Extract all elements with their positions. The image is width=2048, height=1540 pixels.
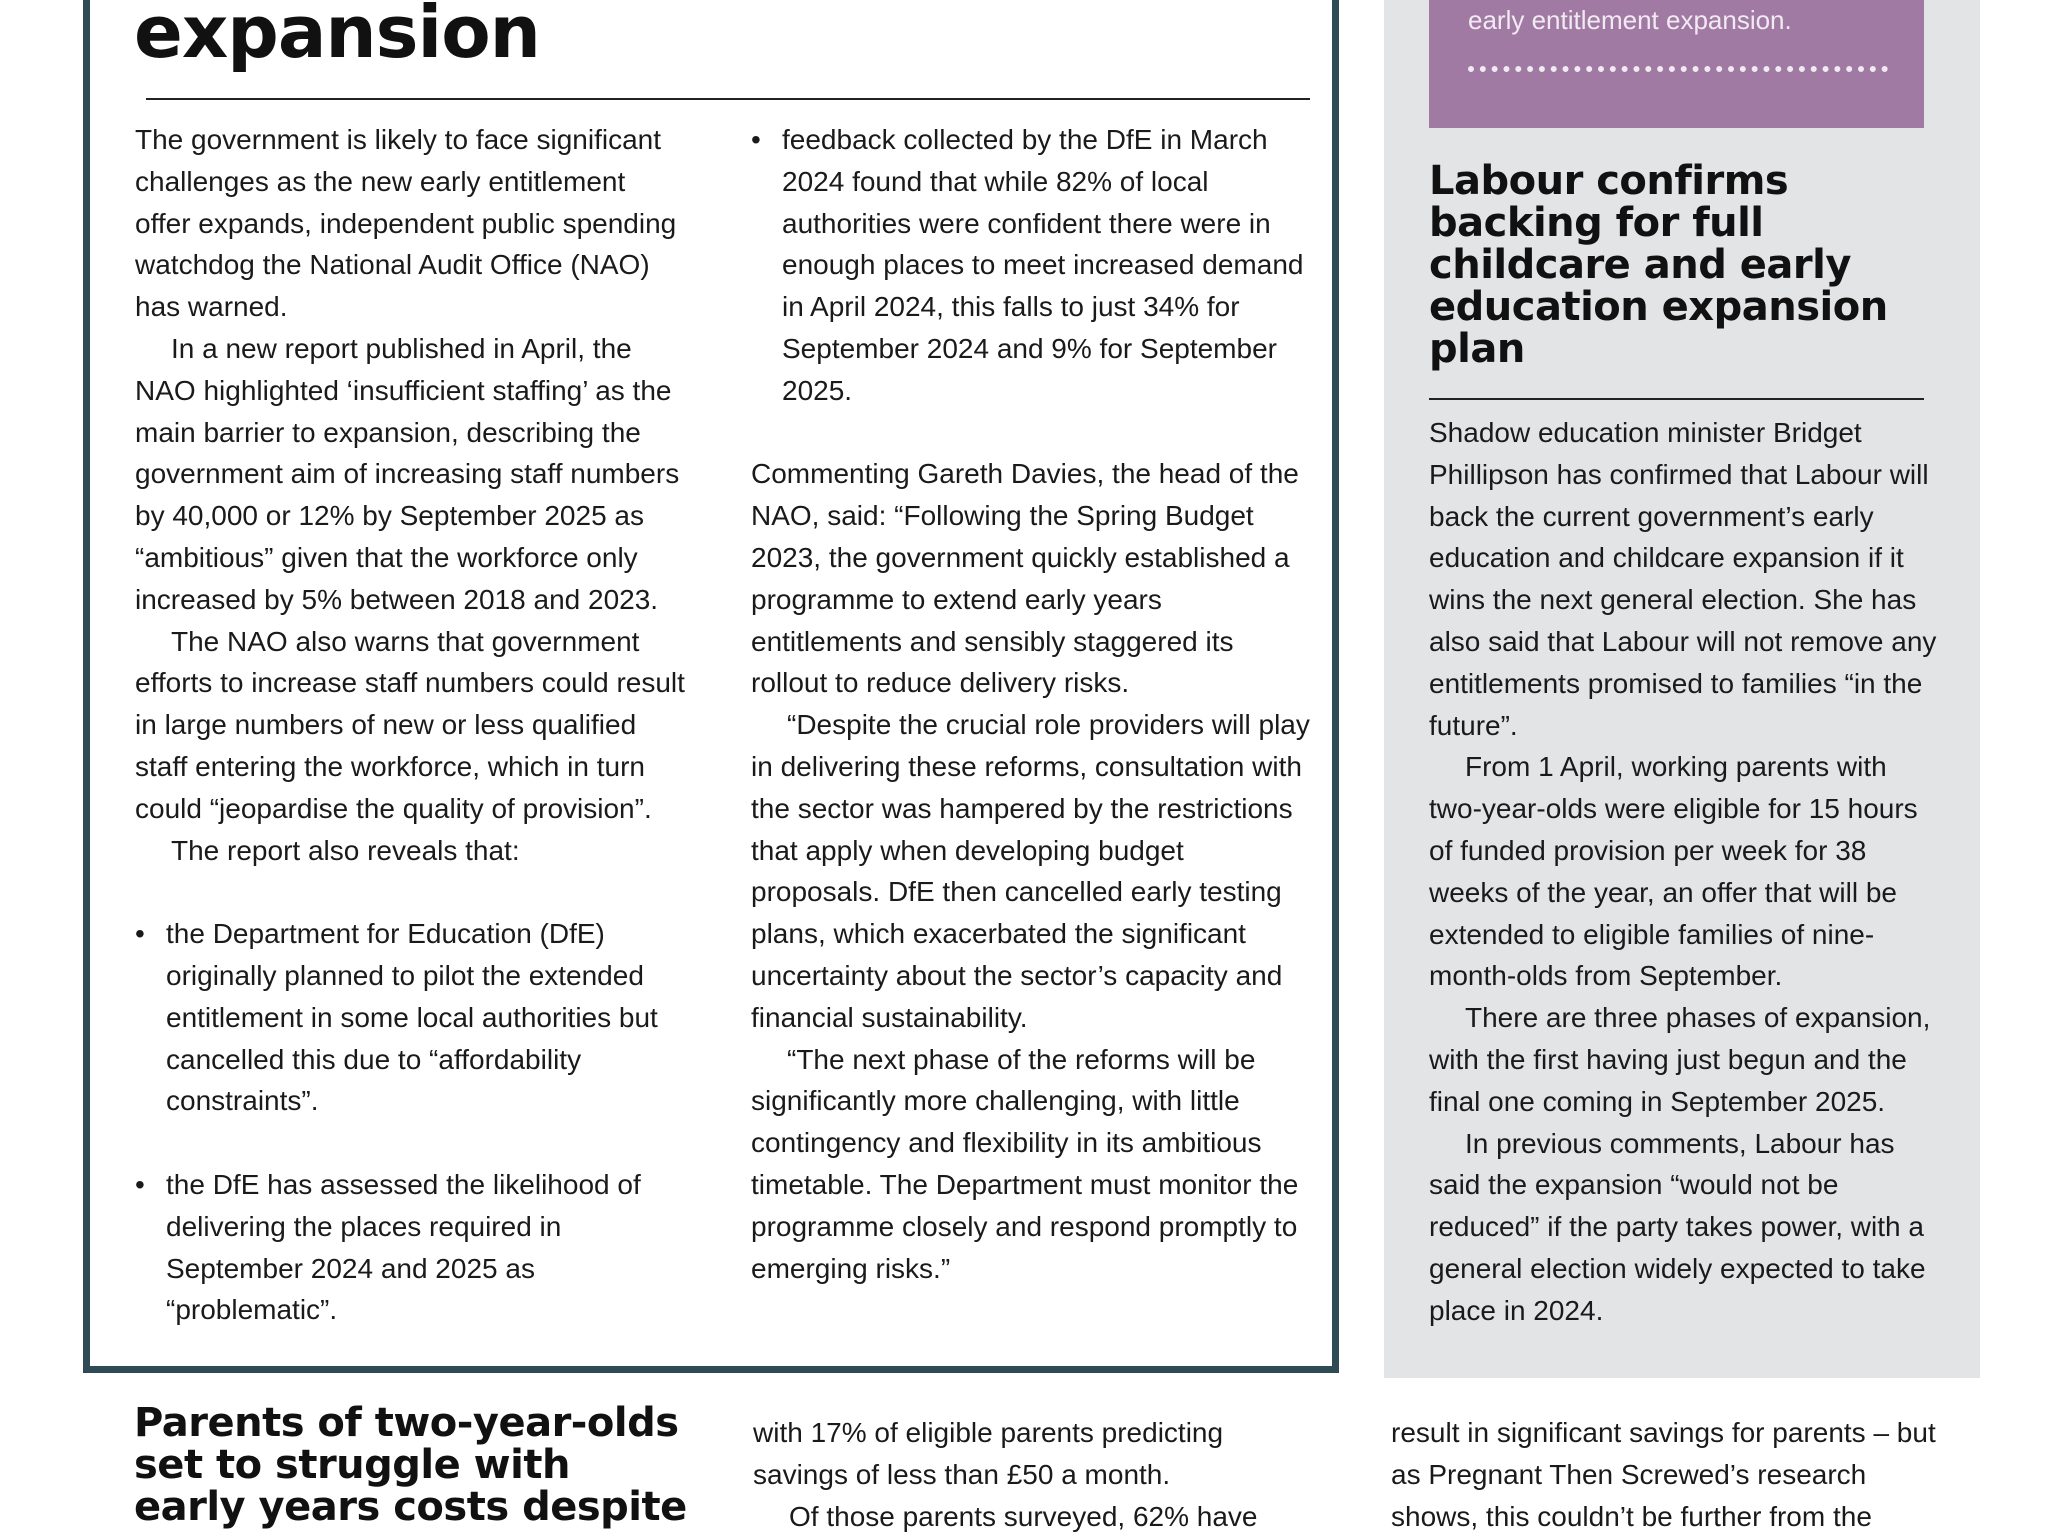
sidebar-headline-rule <box>1429 398 1924 400</box>
paragraph: Shadow education minister Bridget Phillipson has confirmed that Labour will back the current government’s early education and childcare expansion if it wins the next general election. She has also said that Labour will not remove any entitlements promised to families “in the future”. <box>1429 417 1937 741</box>
bullet-icon: • <box>751 124 761 155</box>
paragraph: In previous comments, Labour has said the expansion “would not be reduced” if the party takes power, with a general election widely expected to take place in 2024. <box>1429 1127 1926 1326</box>
paragraph: Of those parents surveyed, 62% have <box>789 1500 1258 1532</box>
bullet-list <box>751 119 1311 412</box>
main-article-column-1 <box>135 119 685 1331</box>
dotted-divider <box>1468 66 1888 72</box>
bullet-list <box>135 1164 685 1331</box>
bullet-icon: • <box>135 918 145 950</box>
paragraph: In a new report published in April, the NAO highlighted ‘insufficient staffing’ as the main barrier to expansion, describing the government aim of increasing staff numbers by 40,000 or 12% by September 2025 as “ambitious” given that the workforce only increased by 5% between 2018 and 2023. <box>135 332 680 615</box>
list-item <box>135 1164 685 1331</box>
list-item <box>751 119 1311 412</box>
spacer <box>135 1122 685 1164</box>
bottom-article-headline: Parents of two-year-olds set to struggle with early years costs despite <box>134 1400 687 1530</box>
paragraph: The report also reveals that: <box>171 834 520 866</box>
paragraph: “The next phase of the reforms will be significantly more challenging, with little contingency and flexibility in its ambitious timetable. The Department must monitor the programme closely and respond promptly to emerging risks.” <box>751 1043 1299 1284</box>
paragraph: “Despite the crucial role providers will play in delivering these reforms, consultation with the sector was hampered by the restrictions that apply when developing budget proposals. DfE then cancelled early testing plans, which exacerbated the significant uncertainty about the sector’s capacity and financial sustainability. <box>751 709 1310 1033</box>
bottom-article-column-middle <box>753 1412 1313 1537</box>
bullet-icon: • <box>135 1168 145 1200</box>
list-item-text: the Department for Education (DfE) originally planned to pilot the extended entitlement in some local authorities but cancelled this due to “affordability constraints”. <box>166 918 658 1117</box>
sidebar-headline: Labour confirms backing for full childcare and early education expansion plan <box>1429 158 1888 372</box>
main-article-column-2 <box>751 119 1311 1289</box>
list-item <box>135 913 685 1122</box>
main-headline-rule <box>146 98 1310 100</box>
paragraph: with 17% of eligible parents predicting savings of less than £50 a month. <box>753 1417 1224 1490</box>
list-item-text: the DfE has assessed the likelihood of delivering the places required in September 2024 and 2025 as “problematic”. <box>166 1168 641 1326</box>
paragraph: The NAO also warns that government efforts to increase staff numbers could result in large numbers of new or less qualified staff entering the workforce, which in turn could “jeopardise the quality of provision”. <box>135 625 685 824</box>
list-item-text: feedback collected by the DfE in March 2024 found that while 82% of local authorities were confident there were in enough places to meet increased demand in April 2024, this falls to just 34% for September 2024 and 9% for September 2025. <box>782 124 1304 406</box>
sidebar-body <box>1429 412 1939 1332</box>
main-article-headline: expansion <box>134 0 540 74</box>
paragraph: From 1 April, working parents with two-year-olds were eligible for 15 hours of funded provision per week for 38 weeks of the year, an offer that will be extended to eligible families of nine-month-olds from September. <box>1429 751 1918 992</box>
bullet-list <box>135 913 685 1122</box>
paragraph: Commenting Gareth Davies, the head of the NAO, said: “Following the Spring Budget 2023, the government quickly established a programme to extend early years entitlements and sensibly staggered its rollout to reduce delivery risks. <box>751 458 1299 699</box>
spacer <box>751 412 1311 454</box>
paragraph: The government is likely to face significant challenges as the new early entitlement offer expands, independent public spending watchdog the National Audit Office (NAO) has warned. <box>135 124 677 323</box>
pull-quote-text: early entitlement expansion. <box>1468 5 1792 35</box>
bottom-article-column-right <box>1391 1412 1951 1537</box>
paragraph: result in significant savings for parents – but as Pregnant Then Screwed’s research shows, this couldn’t be further from the <box>1391 1417 1936 1532</box>
spacer <box>135 871 685 913</box>
paragraph: There are three phases of expansion, with the first having just begun and the final one coming in September 2025. <box>1429 1002 1931 1117</box>
